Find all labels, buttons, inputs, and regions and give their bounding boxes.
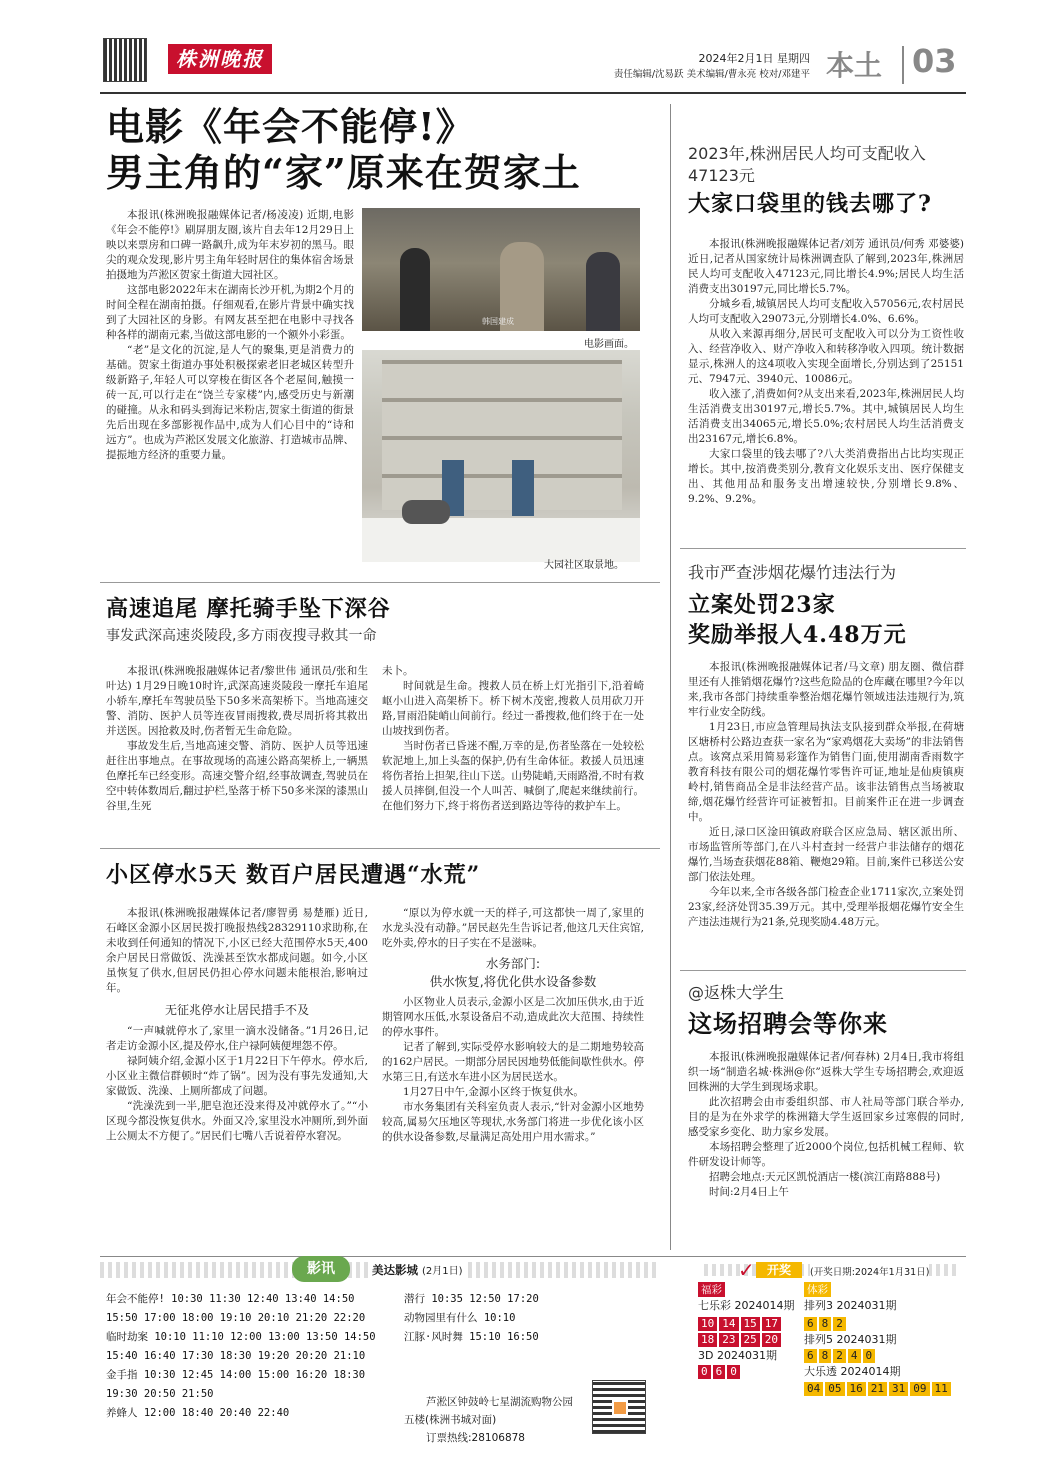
lottery-number: 16 [847, 1382, 866, 1396]
cinema-showtimes-row: 19:30 20:50 21:50 [106, 1388, 214, 1400]
lottery-number: 25 [741, 1333, 760, 1347]
lottery-number: 20 [762, 1333, 781, 1347]
editors-line: 责任编辑/沈易跃 美术编辑/曹永亮 校对/邓建平 [613, 69, 810, 80]
movie-headline-line2: 男主角的“家”原来在贺家土 [106, 150, 581, 195]
crash-col1 [106, 664, 368, 842]
jobs-paragraph: 此次招聘会由市委组织部、市人社局等部门联合举办,目的是为在外求学的株洲籍大学生返回家乡过寒假的同时,感受家乡变化、助力家乡发展。 [688, 1096, 964, 1138]
income-paragraph: 分城乡看,城镇居民人均可支配收入57056元,农村居民人均可支配收入29073元,分别增长4.0%、6.6%。 [688, 298, 964, 325]
lottery-number: 15 [741, 1317, 760, 1331]
lottery-number: 8 [819, 1349, 832, 1363]
water-headline: 小区停水5天 数百户居民遭遇“水荒” [106, 862, 481, 888]
crash-paragraph: 未卜。 [382, 665, 414, 677]
jobs-article-body [688, 1050, 964, 1246]
lottery-number: 0 [863, 1349, 876, 1363]
masthead-qr-code[interactable] [103, 38, 147, 82]
lottery-draw-date: (开奖日期:2024年1月31日) [810, 1264, 929, 1278]
jobs-paragraph: 本场招聘会整理了近2000个岗位,包括机械工程师、软件研发设计师等。 [688, 1141, 964, 1168]
column-divider [670, 104, 671, 1250]
lottery-pl3-numbers [804, 1316, 848, 1332]
cinema-showtimes-row: 15:50 17:00 18:00 19:10 20:10 21:20 22:20 [106, 1312, 366, 1324]
lottery-number: 2 [833, 1349, 846, 1363]
crash-paragraph: 事故发生后,当地高速交警、消防、医护人员等迅速赶往出事地点。在事故现场的高速公路高架桥上,一辆黑色摩托车已经变形。高速交警介绍,经事故调查,驾驶员在空中转体数周后,翻过护栏,坠落于桥下50多米深的漆黑山谷里,生死 [106, 740, 368, 812]
water-subhead: 供水恢复,将优化供水设备参数 [429, 974, 597, 989]
fireworks-paragraph: 今年以来,全市各级各部门检查企业1711家次,立案处罚23家,经济处罚35.39万元。其中,受理举报烟花爆竹安全生产违法违规行为21条,兑现奖励4.48万元。 [688, 886, 964, 928]
cinema-showtimes-row: 动物园里有什么 10:10 [404, 1312, 516, 1324]
building-door [512, 460, 534, 516]
section-rule [680, 548, 966, 549]
lottery-sports-label: 体彩 [804, 1282, 831, 1297]
fireworks-kicker: 我市严查涉烟花爆竹违法行为 [688, 563, 897, 582]
water-subhead: 水务部门: [485, 956, 541, 971]
income-paragraph: 大家口袋里的钱去哪了?八大类消费指出占比均实现正增长。其中,按消费类别分,教育文化娱乐支出、医疗保健支出、其他用品和服务支出增速较快,分别增长9.8%、9.2%、9.2%。 [688, 448, 964, 505]
lottery-number: 04 [804, 1382, 823, 1396]
water-paragraph: 记者了解到,实际受停水影响较大的是二期地势较高的162户居民。一期部分居民因地势低能间歇性供水。停水第三日,有送水车进小区为居民送水。 [382, 1041, 644, 1083]
movie-still-figure [586, 252, 620, 331]
cinema-date: (2月1日) [422, 1266, 463, 1277]
lottery-number: 17 [762, 1317, 781, 1331]
lottery-number: 09 [910, 1382, 929, 1396]
lottery-number: 31 [889, 1382, 908, 1396]
lottery-number: 6 [804, 1317, 817, 1331]
lottery-number: 8 [819, 1317, 832, 1331]
lottery-3d-title: 3D 2024031期 [698, 1349, 777, 1362]
income-paragraph: 本报讯(株洲晚报融媒体记者/刘芳 通讯员/何秀 邓婆婆) 近日,记者从国家统计局株洲调查队了解到,2023年,株洲居民人均可支配收入47123元,同比增长4.9%;居民人均生活消费支出30197元,同比增长5.7%。 [688, 238, 964, 295]
cinema-venue-name: 美达影城 [372, 1263, 418, 1277]
movie-paragraph: 本报讯(株洲晚报融媒体记者/杨凌凌) 近期,电影《年会不能停!》刷屏朋友圈,该片自去年12月29日上映以来票房和口碑一路飙升,成为年末岁初的黑马。眼尖的观众发现,影片男主角年轻时居住的集体宿舍场景拍摄地为芦淞区贺家土街道大园社区。 [106, 209, 354, 281]
jobs-paragraph: 招聘会地点:天元区凯悦酒店一楼(滨江南路888号) [709, 1171, 941, 1183]
lottery-pl3-title: 排列3 2024031期 [804, 1299, 897, 1312]
crash-col2 [382, 664, 644, 842]
fireworks-headline-line2: 奖励举报人4.48万元 [688, 622, 907, 648]
crash-subheadline: 事发武深高速炎陵段,多方雨夜搜寻救其一命 [106, 628, 377, 644]
check-icon: ✓ [738, 1258, 755, 1282]
water-paragraph: “一声喊就停水了,家里一滴水没储备。”1月26日,记者走访金源小区,提及停水,住户禄阿姨便埋怨不停。 [106, 1025, 368, 1052]
fireworks-article-body [688, 660, 964, 982]
lottery-number: 2 [833, 1317, 846, 1331]
cinema-showtimes-row: 金手指 10:30 12:45 14:00 15:00 16:20 18:30 [106, 1369, 366, 1381]
water-paragraph: 小区物业人员表示,金源小区是二次加压供水,由于近期管网水压低,水泵设备启不动,造成此次大范围、持续性的停水事件。 [382, 996, 644, 1038]
movie-headline-line1: 电影《年会不能停!》 [106, 104, 475, 149]
lottery-number: 4 [848, 1349, 861, 1363]
cinema-listings-col1 [106, 1290, 388, 1423]
crash-headline: 高速追尾 摩托骑手坠下深谷 [106, 596, 391, 622]
income-paragraph: 从收入来源再细分,居民可支配收入可以分为工资性收入、经营净收入、财产净收入和转移净收入四项。统计数据显示,株洲人的这4项收入实现全面增长,分别达到了25151元、7947元、3940元、10086元。 [688, 328, 964, 385]
issue-date: 2024年2月1日 星期四 [698, 52, 810, 65]
lottery-number: 23 [719, 1333, 738, 1347]
water-col2 [382, 906, 644, 1250]
fireworks-paragraph: 本报讯(株洲晚报融媒体记者/马文章) 朋友圈、微信群里还有人推销烟花爆竹?这些危险品的仓库藏在哪里?今年以来,我市各部门持续重拳整治烟花爆竹领域违法违规行为,筑牢行业安全防线。 [688, 661, 964, 718]
crash-paragraph: 本报讯(株洲晚报融媒体记者/黎世伟 通讯员/张和生 叶达) 1月29日晚10时许,武深高速炎陵段一摩托车追尾小轿车,摩托车驾驶员坠下50多米高架桥下。当地高速交警、消防、医护人员等连夜冒雨搜救,费尽周折将其救出并送医。因抢救及时,伤者暂无生命危险。 [106, 665, 368, 737]
community-photo-caption: 大园社区取景地。 [544, 560, 624, 571]
qr-center-logo [612, 1400, 628, 1416]
section-rule [680, 970, 966, 971]
lottery-number: 0 [698, 1365, 711, 1379]
lottery-number: 18 [698, 1333, 717, 1347]
section-name: 本土 [826, 49, 883, 82]
section-rule [100, 582, 660, 583]
cinema-showtimes-row: 江豚·风时舞 15:10 16:50 [404, 1331, 539, 1343]
cinema-listings-col2 [404, 1290, 584, 1347]
cinema-showtimes-row: 年会不能停! 10:30 11:30 12:40 13:40 14:50 [106, 1293, 355, 1305]
water-col1 [106, 906, 368, 1250]
lottery-pl5-numbers [804, 1348, 877, 1364]
page-number: 03 [912, 42, 957, 80]
income-paragraph: 收入涨了,消费如何?从支出来看,2023年,株洲居民人均生活消费支出30197元,增长5.7%。其中,城镇居民人均生活消费支出34065元,增长5.0%;农村居民人均生活消费支出23167元,增长6.8%。 [688, 388, 964, 445]
fireworks-paragraph: 近日,渌口区淦田镇政府联合区应急局、辖区派出所、市场监管所等部门,在八斗村查封一经营户非法储存的烟花爆竹,当场查获烟花88箱、鞭炮29箱。目前,案件已移送公安部门依法处理。 [688, 826, 964, 883]
movie-article-body [106, 208, 354, 570]
lottery-welfare-label: 福彩 [698, 1282, 725, 1297]
water-subhead: 无征兆停水让居民措手不及 [164, 1003, 309, 1017]
section-rule [100, 848, 660, 849]
crash-paragraph: 时间就是生命。搜救人员在桥上灯光指引下,沿着崎岖小山进入高架桥下。桥下树木茂密,搜救人员用砍刀开路,冒雨沿陡峭山间前行。经过一番搜救,他们终于在一处山坡找到伤者。 [382, 680, 644, 737]
cinema-address-line1: 芦淞区钟鼓岭七星湖流购物公园 [426, 1396, 573, 1408]
movie-still-subtitle: 韩国建成 [482, 317, 514, 326]
cinema-showtimes-row: 临时劫案 10:10 11:10 12:00 13:00 13:50 14:50 [106, 1331, 376, 1343]
lottery-number: 6 [713, 1365, 726, 1379]
lottery-number: 14 [719, 1317, 738, 1331]
movie-still-photo [362, 208, 640, 331]
lottery-number: 10 [698, 1317, 717, 1331]
movie-still-figure [400, 248, 430, 331]
jobs-headline: 这场招聘会等你来 [688, 1009, 888, 1038]
lottery-number: 21 [868, 1382, 887, 1396]
lottery-qlc-row1 [698, 1316, 783, 1332]
section-rule [100, 1256, 966, 1257]
water-paragraph: 禄阿姨介绍,金源小区于1月22日下午停水。停水后,小区业主微信群顿时“炸了锅”。因为没有事先发通知,大家做饭、洗澡、上厕所都成了问题。 [106, 1055, 368, 1097]
cinema-venue [370, 1262, 465, 1278]
lottery-dlt-numbers [804, 1381, 953, 1397]
lottery-dlt-title: 大乐透 2024014期 [804, 1365, 901, 1378]
cinema-showtimes-row: 潜行 10:35 12:50 17:20 [404, 1293, 539, 1305]
water-paragraph: 1月27日中午,金源小区终于恢复供水。 [403, 1086, 584, 1098]
parked-scooter [402, 500, 450, 524]
lottery-3d-numbers [698, 1364, 742, 1380]
lottery-badge: 开奖 [756, 1262, 802, 1278]
water-paragraph: 市水务集团有关科室负责人表示,“针对金源小区地势较高,属易欠压地区等现状,水务部门将进一步优化该小区的供水设备参数,尽量满足高处用户用水需求。” [382, 1101, 644, 1143]
cinema-showtimes-row: 15:40 16:40 17:30 18:30 19:20 20:20 21:10 [106, 1350, 366, 1362]
crash-paragraph: 当时伤者已昏迷不醒,万幸的是,伤者坠落在一处较松软泥地上,加上头盔的保护,仍有生命体征。救援人员迅速将伤者抬上担架,往山下送。山势陡峭,天雨路滑,不时有救援人员摔倒,但没一个人叫苦、喊倒了,爬起来继续前行。在他们努力下,终于将伤者送到路边等待的救护车上。 [382, 740, 644, 812]
water-paragraph: “原以为停水就一天的样子,可这都快一周了,家里的水龙头没有动静。”居民赵先生告诉记者,他这几天住宾馆,吃外卖,停水的日子实在不是滋味。 [382, 907, 644, 949]
water-paragraph: 本报讯(株洲晚报融媒体记者/廖智勇 易楚雁) 近日,石峰区金源小区居民拨打晚报热线28329110求助称,在未收到任何通知的情况下,小区已经大范围停水5天,400余户居民日常做饭、洗澡甚至饮水都成问题。如今,小区虽恢复了供水,但居民仍担心停水问题未能根治,影响过年。 [106, 907, 368, 994]
income-headline: 大家口袋里的钱去哪了? [688, 191, 932, 217]
movie-paragraph: 这部电影2022年末在湖南长沙开机,为期2个月的时间全程在湖南拍摄。仔细观看,在影片背景中确实找到了大园社区的身影。有网友甚至把在电影中寻找各种各样的湖南元素,当做这部电影的一个额外小彩蛋。 [106, 284, 354, 341]
lottery-qlc-title: 七乐彩 2024014期 [698, 1299, 795, 1312]
lottery-number: 11 [932, 1382, 951, 1396]
jobs-paragraph: 时间:2月4日上午 [709, 1186, 789, 1198]
community-photo [362, 350, 640, 562]
water-paragraph: “洗澡洗到一半,肥皂泡还没来得及冲就停水了。”“小区现今都没恢复供水。外面又冷,家里没水冲厕所,到外面上公厕太不方便了。”居民们七嘴八舌说着停水窘况。 [106, 1100, 368, 1142]
section-divider [902, 46, 904, 84]
income-article-body [688, 237, 964, 537]
movie-paragraph: “老”是文化的沉淀,是人气的聚集,更是消费力的基础。贺家土街道办事处积极探索老旧老城区转型升级新路子,年轻人可以穿梭在街区各个老屋间,触摸一砖一瓦,可以行走在“饶兰专家楼”内,感受历史与新潮的碰撞。从永和码头到海记米粉店,贺家土街道的街景先后出现在多部影视作品中,成为人们心目中的“诗和远方”。也成为芦淞区发展文化旅游、打造城市品牌、提振地方经济的重要力量。 [106, 344, 354, 461]
fireworks-headline-line1: 立案处罚23家 [688, 592, 836, 618]
jobs-paragraph: 本报讯(株洲晚报融媒体记者/何春林) 2月4日,我市将组织一场“制造名城·株洲@你”返株大学生专场招聘会,欢迎返回株洲的大学生到现场求职。 [688, 1051, 964, 1093]
cinema-address-line2: 五楼(株洲书城对面) [404, 1414, 497, 1426]
lottery-pl5-title: 排列5 2024031期 [804, 1333, 897, 1346]
cinema-showtimes-row: 养蜂人 12:00 18:40 20:40 22:40 [106, 1407, 290, 1419]
income-kicker: 2023年,株洲居民人均可支配收入47123元 [688, 144, 926, 185]
lottery-qlc-row2 [698, 1332, 783, 1348]
cinema-badge: 影讯 [292, 1256, 350, 1282]
masthead-rule [100, 92, 966, 94]
cinema-phone: 订票热线:28106878 [426, 1432, 525, 1444]
movie-still-caption: 电影画面。 [584, 339, 634, 350]
fireworks-paragraph: 1月23日,市应急管理局执法支队接到群众举报,在荷塘区塘桥村公路边查获一家名为“家鸡烟花大卖场”的非法销售点。该窝点采用简易彩篷作为销售门面,使用湖南香雨数字教育科技有限公司的烟花爆竹零售许可证,地址是仙庾镇庾岭村,销售商品全是非法经营产品。该非法销售点当场被取缔,烟花爆竹经营许可证被暂扣。目前案件正在进一步调查中。 [688, 721, 964, 823]
cinema-qr-code[interactable] [592, 1380, 646, 1434]
lottery-number: 6 [804, 1349, 817, 1363]
lottery-number: 05 [825, 1382, 844, 1396]
building-facade [382, 360, 622, 510]
masthead-logo: 株洲晚报 [168, 44, 272, 74]
jobs-kicker: @返株大学生 [688, 983, 785, 1002]
lottery-number: 0 [727, 1365, 740, 1379]
